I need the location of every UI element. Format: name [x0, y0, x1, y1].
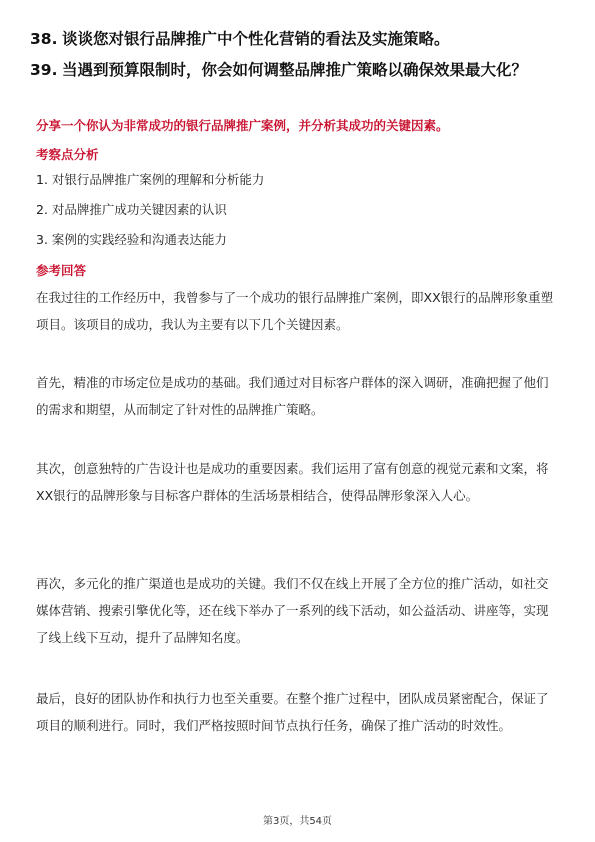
question-number: 38. — [30, 30, 58, 48]
analysis-point: 1. 对银行品牌推广案例的理解和分析能力 — [36, 172, 265, 187]
question-38 — [30, 27, 570, 51]
question-number: 39. — [30, 61, 58, 79]
question-39 — [30, 58, 570, 82]
analysis-title: 考察点分析 — [36, 147, 99, 162]
answer-paragraph: 首先，精准的市场定位是成功的基础。我们通过对目标客户群体的深入调研，准确把握了他们的需求和期望，从而制定了针对性的品牌推广策略。 — [36, 375, 549, 417]
answer-paragraph: 最后，良好的团队协作和执行力也至关重要。在整个推广过程中，团队成员紧密配合，保证了项目的顺利进行。同时，我们严格按照时间节点执行任务，确保了推广活动的时效性。 — [36, 691, 549, 733]
page-footer: 第3页，共54页 — [262, 816, 333, 827]
highlighted-question: 分享一个你认为非常成功的银行品牌推广案例，并分析其成功的关键因素。 — [36, 118, 449, 133]
answer-paragraph: 其次，创意独特的广告设计也是成功的重要因素。我们运用了富有创意的视觉元素和文案，将XX银行的品牌形象与目标客户群体的生活场景相结合，使得品牌形象深入人心。 — [36, 461, 549, 503]
analysis-point: 3. 案例的实践经验和沟通表达能力 — [36, 232, 227, 247]
question-text: 谈谈您对银行品牌推广中个性化营销的看法及实施策略。 — [62, 30, 450, 48]
answer-title: 参考回答 — [36, 263, 87, 278]
answer-paragraph: 在我过往的工作经历中，我曾参与了一个成功的银行品牌推广案例，即XX银行的品牌形象重塑项目。该项目的成功，我认为主要有以下几个关键因素。 — [36, 290, 554, 332]
answer-paragraph: 再次，多元化的推广渠道也是成功的关键。我们不仅在线上开展了全方位的推广活动，如社交媒体营销、搜索引擎优化等，还在线下举办了一系列的线下活动，如公益活动、讲座等，实现了线上线下互动，提升了品牌知名度。 — [36, 576, 549, 645]
analysis-point: 2. 对品牌推广成功关键因素的认识 — [36, 202, 227, 217]
question-text: 当遇到预算限制时，你会如何调整品牌推广策略以确保效果最大化？ — [62, 61, 528, 79]
